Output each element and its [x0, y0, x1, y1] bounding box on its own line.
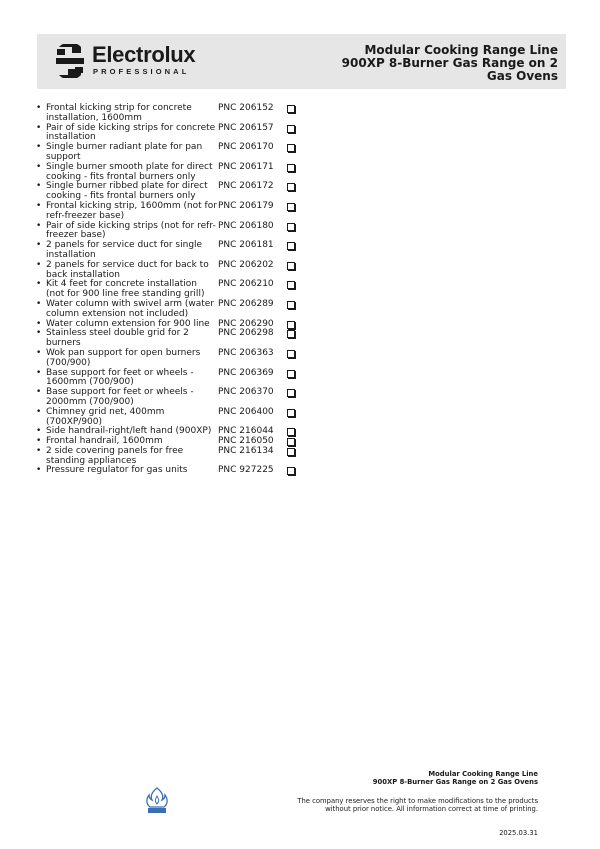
accessory-pnc: PNC 206298: [218, 328, 274, 339]
accessory-name: Frontal handrail, 1600mm: [46, 436, 163, 447]
accessory-name: Pressure regulator for gas units: [46, 465, 188, 476]
accessory-pnc: PNC 206180: [218, 220, 274, 231]
checkbox-icon: [287, 448, 295, 456]
page-header: [37, 34, 566, 89]
checkbox-icon: [287, 105, 295, 113]
list-item: [36, 447, 298, 467]
accessory-name: Frontal kicking strip, 1600mm (not for refr-freezer base): [46, 200, 217, 221]
checkbox-icon: [287, 321, 295, 329]
checkbox-icon: [287, 409, 295, 417]
list-item: [36, 280, 298, 300]
accessory-name: Kit 4 feet for concrete installation (not for 900 line free standing grill): [46, 279, 205, 300]
page-title: [342, 44, 558, 83]
list-item: [36, 182, 298, 202]
checkbox-icon: [287, 144, 295, 152]
page-footer: [297, 770, 538, 837]
accessory-name: Pair of side kicking strips for concrete installation: [46, 122, 216, 143]
accessory-name: Chimney grid net, 400mm (700XP/900): [46, 406, 165, 427]
bullet: •: [36, 259, 42, 270]
accessory-pnc: PNC 206202: [218, 259, 274, 270]
bullet: •: [36, 240, 42, 251]
accessory-pnc: PNC 216134: [218, 445, 274, 456]
checkbox-icon: [287, 370, 295, 378]
list-item: [36, 300, 298, 320]
list-item: [36, 388, 298, 408]
logo-wordmark: Electrolux: [92, 42, 196, 67]
bullet: •: [36, 318, 42, 329]
checkbox-icon: [287, 203, 295, 211]
footer-title-line: 900XP 8-Burner Gas Range on 2 Gas Ovens: [372, 778, 538, 786]
accessory-name: Single burner ribbed plate for direct cooking - fits frontal burners only: [46, 181, 208, 202]
aga-certification-icon: [144, 786, 170, 814]
footer-note-line: without prior notice. All information correct at time of printing.: [325, 805, 538, 813]
accessories-list: [36, 104, 298, 476]
list-item: [36, 241, 298, 261]
bullet: •: [36, 200, 42, 211]
checkbox-icon: [287, 330, 295, 338]
accessory-pnc: PNC 216050: [218, 436, 274, 447]
bullet: •: [36, 465, 42, 476]
list-item: [36, 222, 298, 242]
accessory-name: 2 panels for service duct for single installation: [46, 240, 203, 260]
bullet: •: [36, 328, 42, 339]
checkbox-icon: [287, 301, 295, 309]
bullet: •: [36, 298, 42, 309]
list-item: [36, 104, 298, 124]
accessory-pnc: PNC 206363: [218, 347, 274, 358]
accessory-name: Side handrail-right/left hand (900XP): [46, 426, 212, 437]
checkbox-icon: [287, 281, 295, 289]
accessory-pnc: PNC 206210: [218, 279, 274, 290]
accessory-pnc: PNC 206290: [218, 318, 274, 329]
footer-title-line: Modular Cooking Range Line: [428, 770, 538, 778]
accessory-pnc: PNC 206171: [218, 161, 274, 172]
bullet: •: [36, 122, 42, 133]
bullet: •: [36, 279, 42, 290]
bullet: •: [36, 347, 42, 358]
accessory-pnc: PNC 927225: [218, 465, 274, 476]
checkbox-icon: [287, 428, 295, 436]
accessory-name: Single burner radiant plate for pan support: [46, 142, 203, 162]
list-item: [36, 124, 298, 144]
accessory-pnc: PNC 206157: [218, 122, 274, 133]
checkbox-icon: [287, 262, 295, 270]
accessory-name: Water column extension for 900 line: [46, 318, 210, 329]
footer-date: 2025.03.31: [499, 829, 538, 837]
bullet: •: [36, 426, 42, 437]
accessory-name: Frontal kicking strip for concrete installation, 1600mm: [46, 103, 192, 123]
bullet: •: [36, 367, 42, 378]
accessory-name: Water column with swivel arm (water column extension not included): [46, 298, 215, 319]
checkbox-icon: [287, 467, 295, 475]
accessory-pnc: PNC 206289: [218, 298, 274, 309]
checkbox-icon: [287, 350, 295, 358]
bullet: •: [36, 220, 42, 231]
bullet: •: [36, 161, 42, 172]
list-item: [36, 369, 298, 389]
footer-disclaimer: [297, 797, 538, 813]
checkbox-icon: [287, 438, 295, 446]
list-item: [36, 261, 298, 281]
checkbox-icon: [287, 242, 295, 250]
accessory-name: Wok pan support for open burners (700/900): [46, 347, 201, 368]
accessory-name: Stainless steel double grid for 2 burners: [46, 328, 189, 349]
footer-note-line: The company reserves the right to make modifications to the products: [297, 797, 538, 805]
bullet: •: [36, 436, 42, 447]
bullet: •: [36, 181, 42, 192]
list-item: [36, 349, 298, 369]
title-line: Gas Ovens: [486, 69, 558, 83]
list-item: [36, 466, 298, 476]
electrolux-logo-icon: [55, 44, 85, 78]
checkbox-icon: [287, 389, 295, 397]
title-line: 900XP 8-Burner Gas Range on 2: [341, 56, 558, 70]
accessory-name: Base support for feet or wheels - 1600mm (700/900): [46, 367, 194, 388]
accessory-pnc: PNC 206170: [218, 142, 274, 153]
accessory-pnc: PNC 216044: [218, 426, 274, 437]
title-line: Modular Cooking Range Line: [364, 43, 558, 57]
bullet: •: [36, 406, 42, 417]
list-item: [36, 202, 298, 222]
list-item: [36, 329, 298, 349]
accessory-pnc: PNC 206370: [218, 387, 274, 398]
list-item: [36, 408, 298, 428]
bullet: •: [36, 142, 42, 153]
bullet: •: [36, 445, 42, 456]
checkbox-icon: [287, 125, 295, 133]
checkbox-icon: [287, 223, 295, 231]
list-item: [36, 143, 298, 163]
accessory-pnc: PNC 206152: [218, 103, 274, 113]
checkbox-icon: [287, 164, 295, 172]
bullet: •: [36, 387, 42, 398]
accessory-pnc: PNC 206181: [218, 240, 274, 251]
accessory-pnc: PNC 206179: [218, 200, 274, 211]
accessory-pnc: PNC 206172: [218, 181, 274, 192]
checkbox-icon: [287, 183, 295, 191]
footer-title: [297, 770, 538, 786]
logo-subtitle: PROFESSIONAL: [93, 67, 190, 76]
accessory-name: Base support for feet or wheels - 2000mm (700/900): [46, 387, 194, 407]
accessory-name: 2 panels for service duct for back to back installation: [46, 259, 209, 280]
accessory-name: Single burner smooth plate for direct cooking - fits frontal burners only: [46, 161, 213, 182]
accessory-pnc: PNC 206369: [218, 367, 274, 378]
bullet: •: [36, 103, 42, 113]
accessory-pnc: PNC 206400: [218, 406, 274, 417]
accessory-name: 2 side covering panels for free standing appliances: [46, 445, 184, 466]
accessory-name: Pair of side kicking strips (not for refr-freezer base): [46, 220, 216, 241]
list-item: [36, 163, 298, 183]
